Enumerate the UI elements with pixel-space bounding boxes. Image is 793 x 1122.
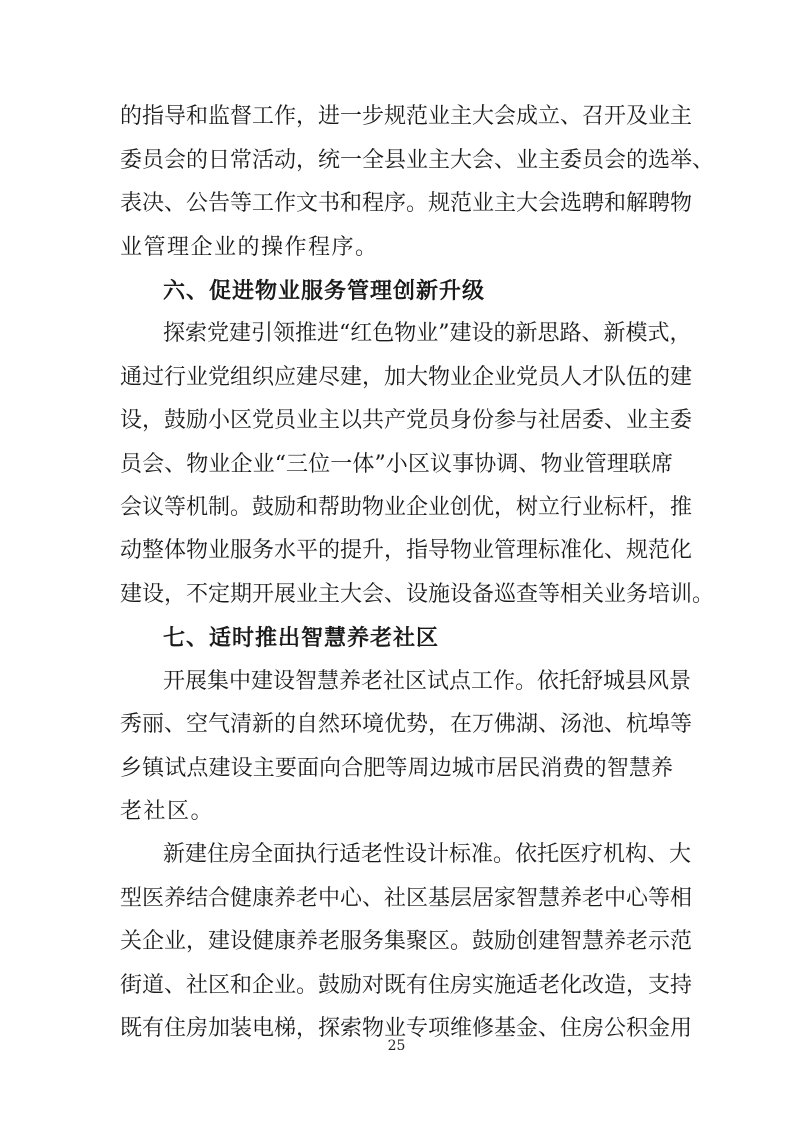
text-line: 动整体物业服务水平的提升，指导物业管理标准化、规范化 — [120, 538, 693, 563]
text-line: 老社区。 — [120, 799, 215, 824]
paragraph-first-line: 开展集中建设智慧养老社区试点工作。依托舒城县风景 — [163, 669, 692, 694]
section-heading: 六、促进物业服务管理创新升级 — [163, 278, 486, 304]
text-line: 乡镇试点建设主要面向合肥等周边城市居民消费的智慧养 — [120, 756, 673, 781]
paragraph-first-line: 新建住房全面执行适老性设计标准。依托医疗机构、大 — [163, 842, 692, 867]
text-line: 设，鼓励小区党员业主以共产党员身份参与社居委、业主委 — [120, 408, 693, 433]
text-line: 秀丽、空气清新的自然环境优势，在万佛湖、汤池、杭埠等 — [120, 712, 693, 737]
page-number: 25 — [387, 1038, 406, 1054]
text-line: 员会、物业企业“三位一体”小区议事协调、物业管理联席 — [120, 452, 673, 477]
text-line: 建设，不定期开展业主大会、设施设备巡查等相关业务培训。 — [120, 582, 715, 607]
text-line: 街道、社区和企业。鼓励对既有住房实施适老化改造，支持 — [120, 973, 693, 998]
text-line: 关企业，建设健康养老服务集聚区。鼓励创建智慧养老示范 — [120, 929, 693, 954]
text-line: 业管理企业的操作程序。 — [120, 235, 379, 260]
text-line: 既有住房加装电梯，探索物业专项维修基金、住房公积金用 — [120, 1016, 693, 1041]
text-line: 表决、公告等工作文书和程序。规范业主大会选聘和解聘物 — [120, 191, 693, 216]
text-line: 会议等机制。鼓励和帮助物业企业创优，树立行业标杆，推 — [120, 495, 693, 520]
paragraph-first-line: 探索党建引领推进“红色物业”建设的新思路、新模式， — [163, 321, 692, 346]
text-line: 通过行业党组织应建尽建，加大物业企业党员人才队伍的建 — [120, 365, 693, 390]
text-line: 委员会的日常活动，统一全县业主大会、业主委员会的选举、 — [120, 148, 715, 173]
text-line: 的指导和监督工作，进一步规范业主大会成立、召开及业主 — [120, 104, 693, 129]
section-heading: 七、适时推出智慧养老社区 — [163, 625, 440, 651]
text-line: 型医养结合健康养老中心、社区基层居家智慧养老中心等相 — [120, 886, 693, 911]
